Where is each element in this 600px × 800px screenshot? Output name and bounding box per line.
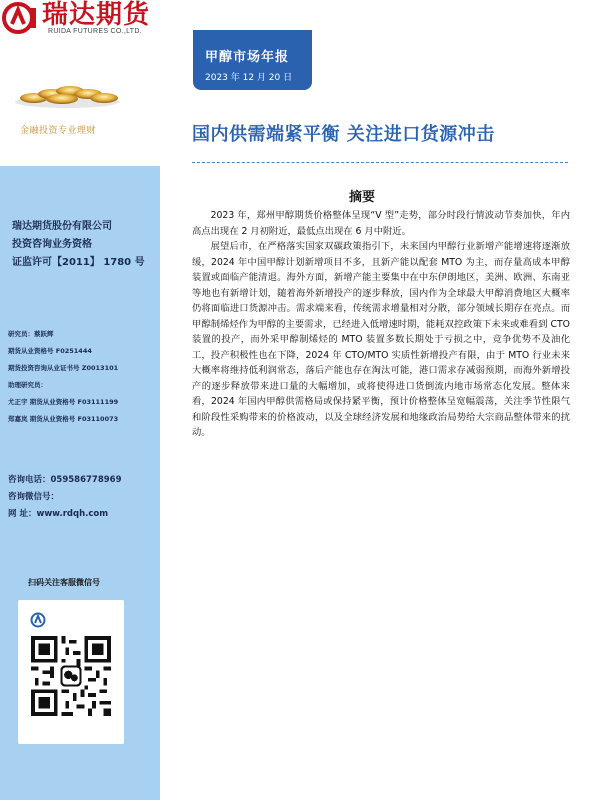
researcher-info bbox=[8, 326, 118, 428]
abstract-body bbox=[192, 208, 570, 441]
researcher-line: 助理研究员： bbox=[8, 381, 47, 389]
company-line: 瑞达期货股份有限公司 bbox=[12, 221, 112, 232]
contact-value: 059586778969 bbox=[50, 475, 122, 485]
logo-name-cn: 瑞达期货 bbox=[42, 0, 151, 30]
abstract-paragraph: 2023 年，郑州甲醇期货价格整体呈现“V 型”走势，部分时段行情波动节奏加快，年内高点出现在 2 月初附近，最低点出现在 6 月中附近。 bbox=[192, 210, 570, 237]
headline: 国内供需端紧平衡 关注进口货源冲击 bbox=[192, 124, 495, 145]
contact-website bbox=[8, 506, 122, 523]
researcher-line: 期货从业资格号 F0251444 bbox=[8, 347, 92, 355]
company-info bbox=[12, 218, 145, 272]
researcher-line: 尤正宇 期货从业资格号 F03111199 bbox=[8, 398, 119, 406]
report-date: 2023 年 12 月 20 日 bbox=[205, 73, 293, 83]
company-line: 投资咨询业务资格 bbox=[12, 239, 92, 250]
researcher-line: 期货投资咨询从业证书号 Z0013101 bbox=[8, 364, 119, 372]
report-title: 甲醇市场年报 bbox=[205, 50, 290, 65]
contact-label: 咨询微信号： bbox=[8, 492, 60, 502]
company-logo bbox=[2, 0, 192, 40]
contact-wechat bbox=[8, 489, 122, 506]
sidebar bbox=[0, 166, 160, 800]
tagline: 金融投资专业理财 bbox=[20, 126, 97, 136]
contact-label: 网 址： bbox=[8, 509, 37, 519]
mini-logo-icon bbox=[30, 612, 46, 628]
abstract-paragraph: 展望后市，在严格落实国家双碳政策指引下，未来国内甲醇行业新增产能增速将逐渐放缓，2024 年中国甲醇计划新增项目不多，且新产能以配套 MTO 为主，而存量高成本甲醇装置或面临产能清退。海外方面，新增产能主要集中在中东伊朗地区，美洲、欧洲、东南亚等地也有新增计划，随着海外新增投产的逐步释放，国内作为全球最大甲醇消费地区大概率仍将面临进口货源冲击。需求端来看，传统需求增量相对分散，部分领域长期存在亮点。而甲醇制烯烃作为甲醇的主要需求，已经进入低增速时期，能耗双控政策下未来或难看到 CTO 装置的投产，而外采甲醇制烯烃的 MTO 装置多数长期处于亏损之中，竞争优势不及油化工，投产积极性也在下降，2024 年 CTO/MTO 实质性新增投产有限，由于 MTO 行业未来大概率将维持低利润常态，落后产能也存在淘汰可能，港口需求存减弱预期，而海外新增投产的逐步释放带来进口量的大幅增加，或将使得进口货倒流内地市场常态化发展。整体来看，2024 年国内甲醇供需格局或保持紧平衡，预计价格整体呈宽幅震荡，关注季节性限气和阶段性采购带来的价格波动，以及全球经济发展和地缘政治局势给大宗商品整体带来的扰动。 bbox=[192, 241, 570, 438]
contact-label: 咨询电话： bbox=[8, 475, 51, 485]
researcher-line: 研究员：蔡跃辉 bbox=[8, 330, 54, 338]
website-link[interactable]: www.rdqh.com bbox=[36, 509, 109, 519]
qr-title: 扫码关注客服微信号 bbox=[28, 578, 100, 587]
logo-name-en: RUIDA FUTURES CO.,LTD. bbox=[48, 28, 142, 35]
report-badge bbox=[193, 30, 312, 90]
divider bbox=[192, 162, 568, 163]
contact-phone bbox=[8, 472, 122, 489]
gold-coins-icon bbox=[12, 80, 122, 110]
contact-info bbox=[8, 472, 122, 523]
qr-code-icon[interactable] bbox=[31, 636, 111, 716]
researcher-line: 郑嘉岚 期货从业资格号 F03110073 bbox=[8, 415, 119, 423]
qr-card bbox=[18, 600, 124, 744]
company-line: 证监许可【2011】 1780 号 bbox=[12, 257, 145, 268]
abstract-title: 摘要 bbox=[349, 190, 376, 205]
ruida-logo-icon bbox=[2, 2, 38, 34]
